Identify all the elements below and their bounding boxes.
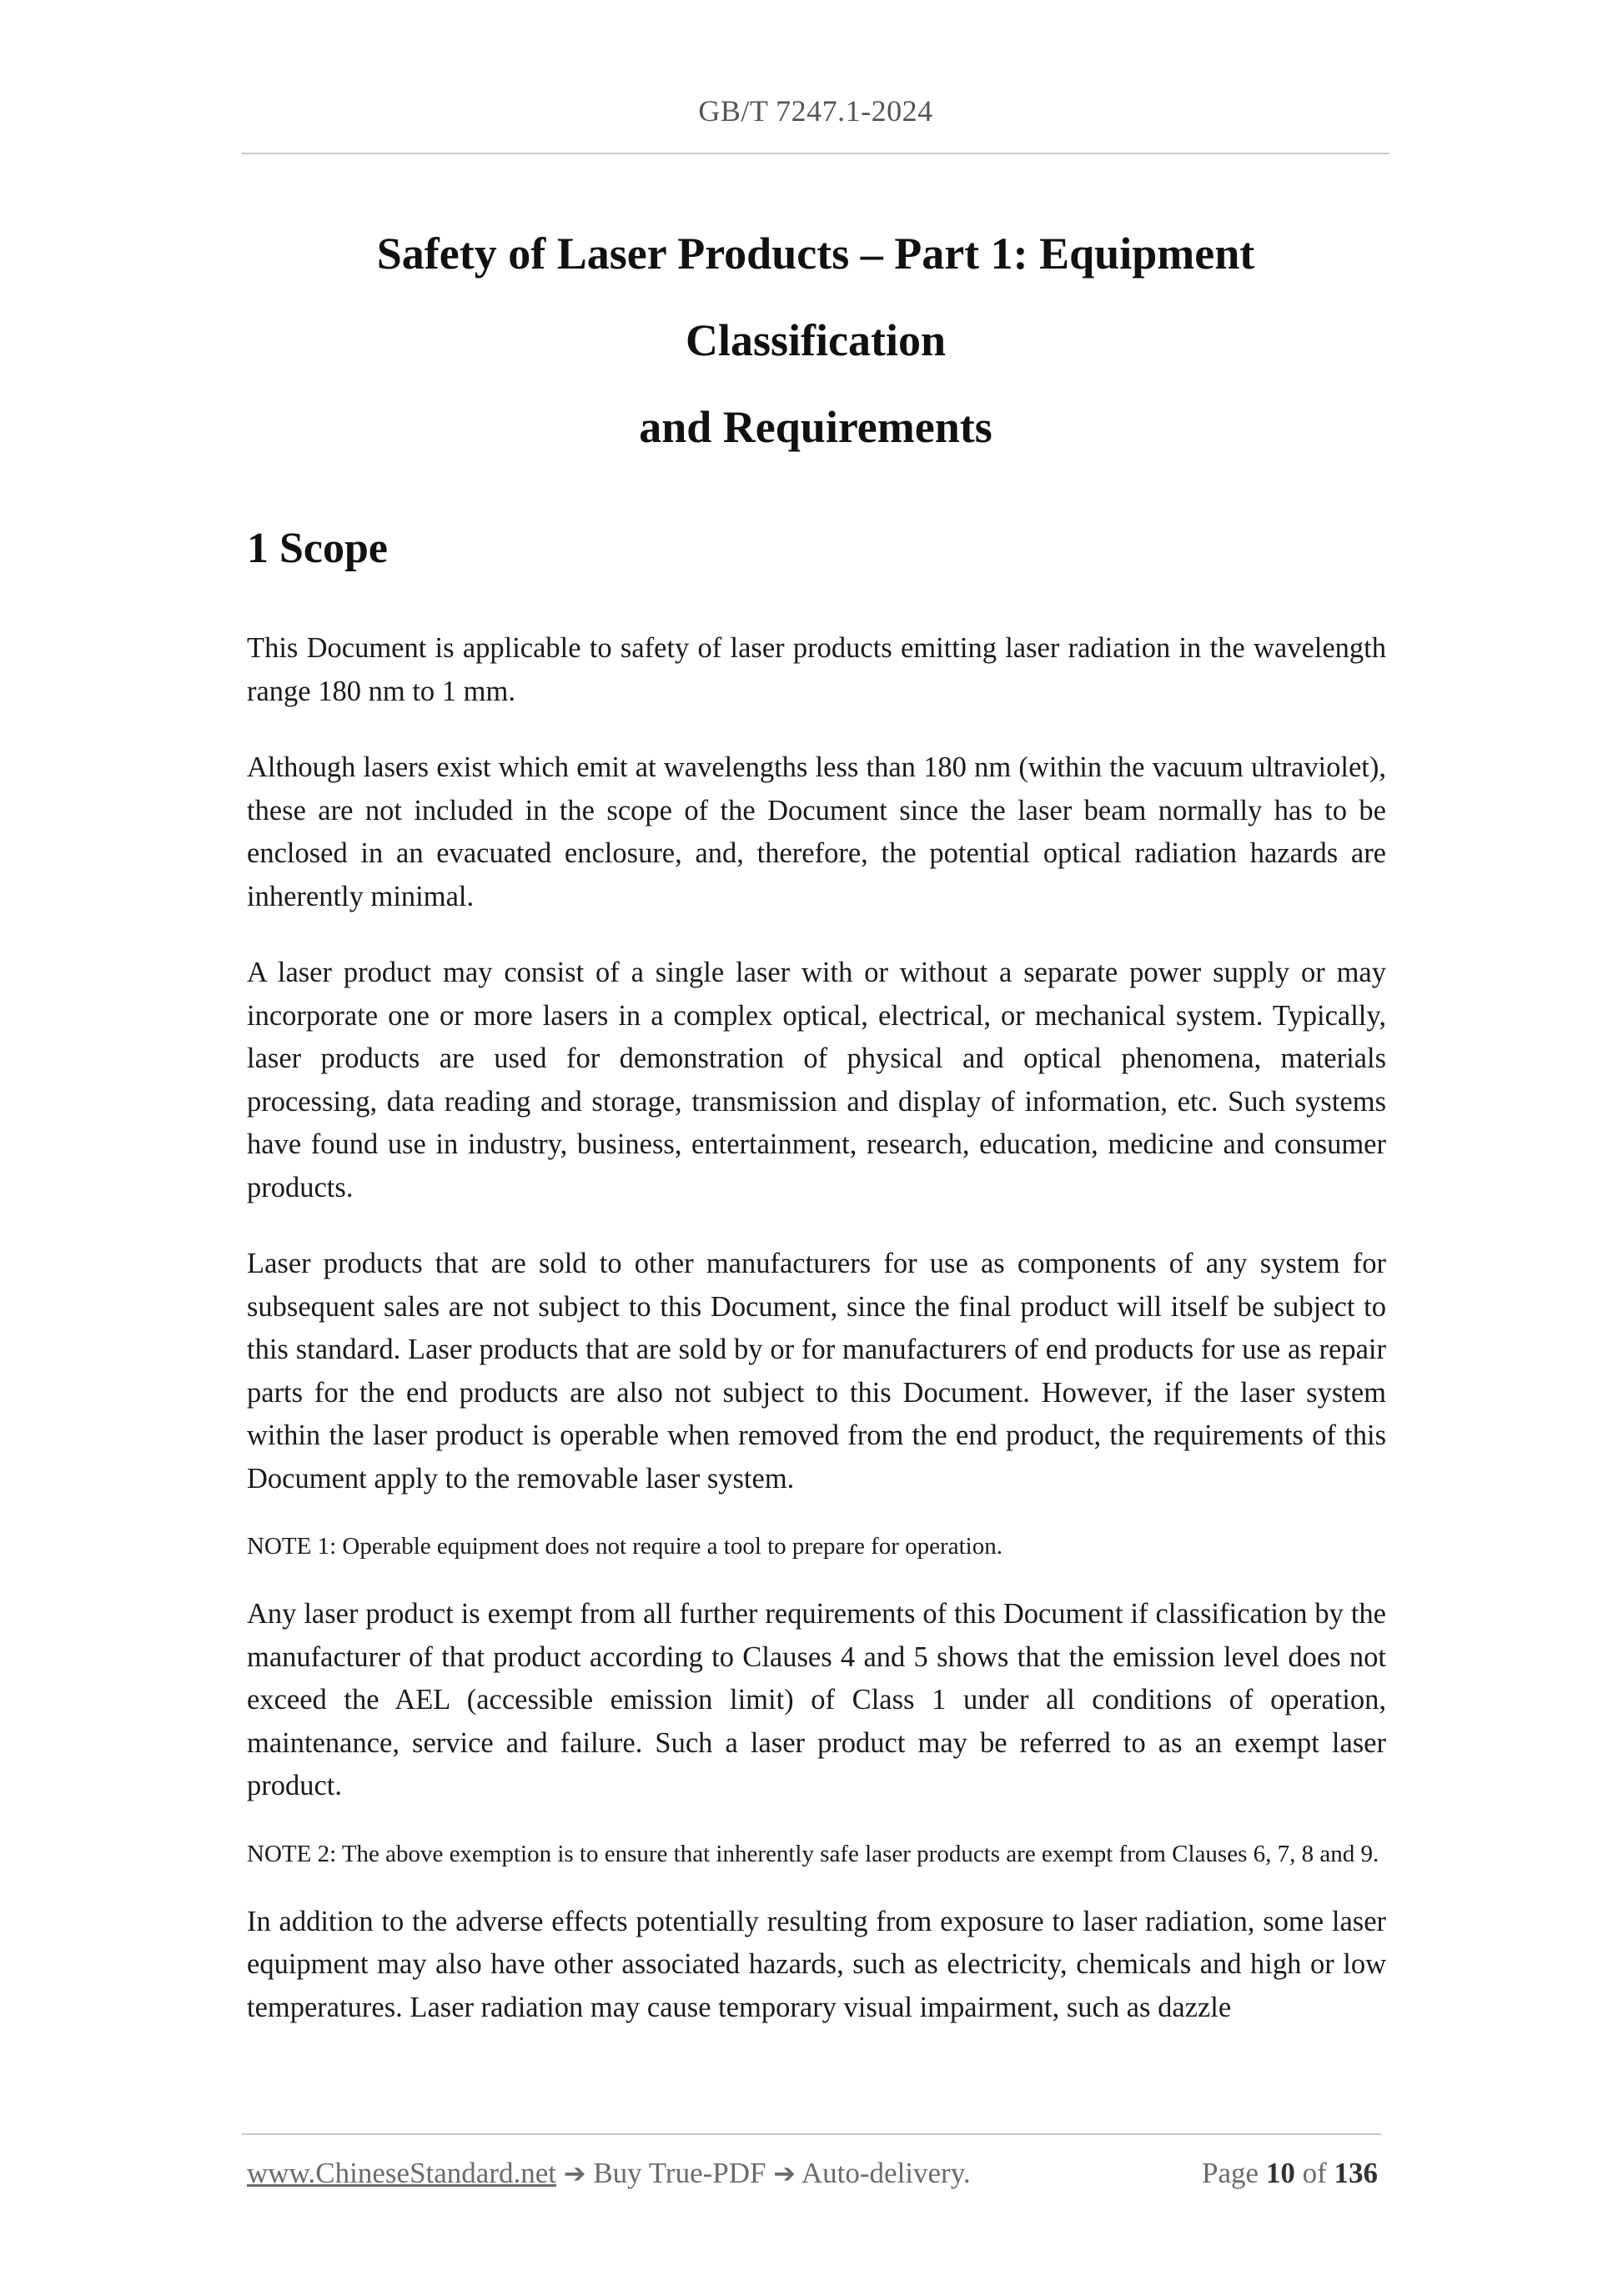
arrow-right-icon: ➔ [563, 2158, 586, 2189]
of-label: of [1302, 2157, 1327, 2189]
paragraph: Any laser product is exempt from all further requirements of this Document if classification by the manufacturer of that product according to Clauses 4 and 5 shows that the emission level does not exceed the AEL (accessible emission limit) of Class 1 under all conditions of operation, maintenance, service and failure. Such a laser product may be referred to as an exempt laser product. [247, 1598, 1386, 1801]
page-current: 10 [1265, 2157, 1295, 2189]
section-heading: 1 Scope [247, 525, 388, 572]
auto-delivery-text: Auto-delivery. [801, 2157, 971, 2189]
note-1: NOTE 1: Operable equipment does not require a tool to prepare for operation. [247, 1533, 1002, 1560]
paragraph: A laser product may consist of a single laser with or without a separate power supply or may incorporate one or more lasers in a complex optical, electrical, or mechanical system. Typically, laser products are used for demonstration of physical and optical phenomena, materials processing, data reading and storage, transmission and display of information, etc. Such systems have found use in industry, business, entertainment, research, education, medicine and consumer products. [247, 957, 1386, 1203]
document-title [242, 210, 1389, 470]
arrow-right-icon: ➔ [773, 2158, 796, 2189]
running-header: GB/T 7247.1-2024 [698, 94, 933, 128]
footer-divider [242, 2133, 1381, 2135]
header-divider [242, 153, 1389, 154]
site-link[interactable]: www.ChineseStandard.net [247, 2157, 556, 2189]
note-2: NOTE 2: The above exemption is to ensure that inherently safe laser products are exempt from Clauses 6, 7, 8 and 9. [247, 1840, 1379, 1867]
paragraph: In addition to the adverse effects potentially resulting from exposure to laser radiation, some laser equipment may also have other associated hazards, such as electricity, chemicals and high or low temperatures. Laser radiation may cause temporary visual impairment, such as dazzle [247, 1905, 1386, 2023]
page-total: 136 [1334, 2157, 1378, 2189]
section-body [247, 627, 1386, 2062]
paragraph: Although lasers exist which emit at wavelengths less than 180 nm (within the vacuum ultraviolet), these are not included in the scope of the Document since the laser beam normally has to be enclosed in an evacuated enclosure, and, therefore, the potential optical radiation hazards are inherently minimal. [247, 751, 1386, 912]
document-title-line-2: and Requirements [639, 402, 992, 452]
buy-pdf-text: Buy True-PDF [593, 2157, 766, 2189]
page-number [1202, 2157, 1378, 2190]
page-label: Page [1202, 2157, 1259, 2189]
footer-promo [247, 2157, 971, 2190]
paragraph: Laser products that are sold to other manufacturers for use as components of any system for subsequent sales are not subject to this Document, since the final product will itself be subject to this standard. Laser products that are sold by or for manufacturers of end products for use as repair parts for the end products are also not subject to this Document. However, if the laser system within the laser product is operable when removed from the end product, the requirements of this Document apply to the removable laser system. [247, 1248, 1386, 1495]
document-title-line-1: Safety of Laser Products – Part 1: Equipment Classification [376, 229, 1255, 365]
paragraph: This Document is applicable to safety of laser products emitting laser radiation in the wavelength range 180 nm to 1 mm. [247, 632, 1386, 707]
